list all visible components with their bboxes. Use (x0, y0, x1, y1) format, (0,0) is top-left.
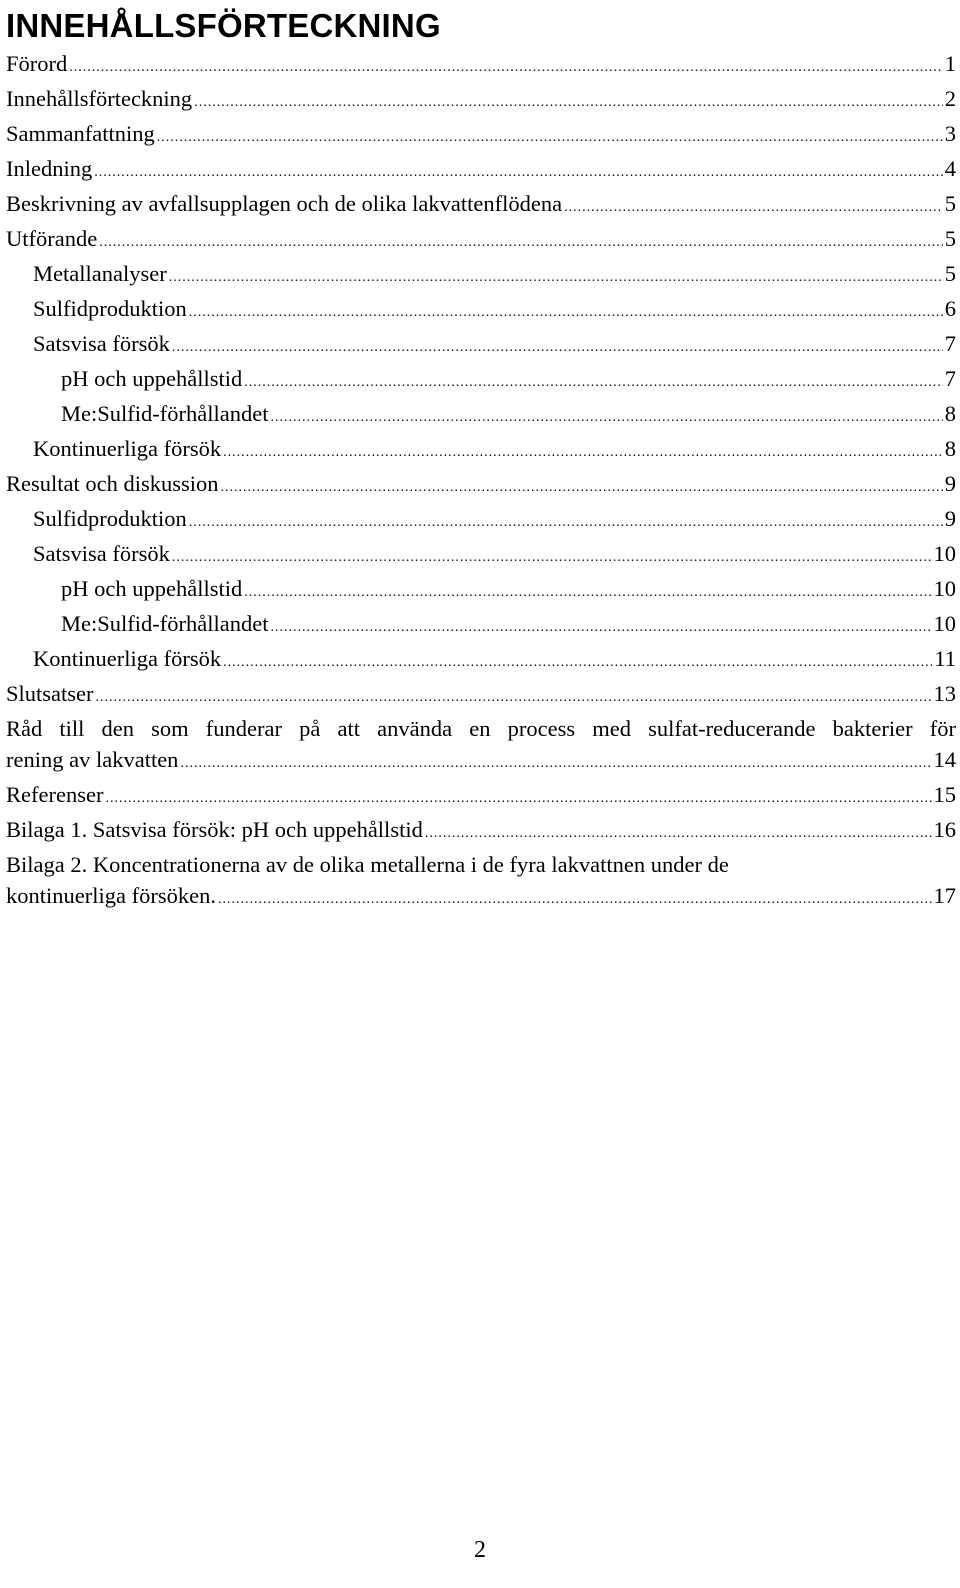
toc-dot-leader (105, 783, 931, 814)
toc-multiline-entries (6, 713, 956, 779)
toc-entry-title: pH och uppehållstid (61, 576, 243, 601)
toc-entry-title: Sulfidproduktion (33, 296, 187, 321)
toc-dot-leader (218, 884, 932, 915)
toc-entry-title: Satsvisa försök (33, 331, 170, 356)
toc-entry[interactable] (6, 398, 956, 433)
toc-list (6, 48, 956, 915)
toc-entry-page: 4 (944, 156, 956, 181)
toc-entry-title: Satsvisa försök (33, 541, 170, 566)
toc-dot-leader (69, 52, 943, 83)
toc-entry-page: 10 (933, 541, 956, 566)
toc-entry-title: Me:Sulfid-förhållandet (61, 401, 269, 426)
toc-entry[interactable] (6, 433, 956, 468)
toc-entry[interactable] (6, 678, 956, 713)
toc-entry-multiline[interactable] (6, 849, 956, 915)
toc-entry-page: 3 (944, 121, 956, 146)
toc-entry[interactable] (6, 83, 956, 118)
toc-entry[interactable] (6, 223, 956, 258)
toc-entry-page: 11 (934, 646, 956, 671)
toc-entry-title: Kontinuerliga försök (33, 436, 222, 461)
toc-multiline-entries-after (6, 849, 956, 915)
toc-entry-page: 9 (944, 471, 956, 496)
toc-dot-leader (180, 748, 931, 779)
toc-entry-title-line2: kontinuerliga försöken. (6, 883, 216, 908)
toc-entry-title: Me:Sulfid-förhållandet (61, 611, 269, 636)
toc-entry-last-line (6, 880, 956, 915)
toc-heading: INNEHÅLLSFÖRTECKNING (6, 7, 441, 44)
toc-entry-title: Kontinuerliga försök (33, 646, 222, 671)
toc-entry-page: 13 (933, 681, 956, 706)
toc-entry[interactable] (6, 573, 956, 608)
toc-dot-leader (96, 682, 932, 713)
toc-entry[interactable] (6, 328, 956, 363)
toc-entry-title: Slutsatser (6, 681, 94, 706)
toc-entry-page: 10 (933, 611, 956, 636)
page-number: 2 (474, 1537, 486, 1563)
toc-entry-page: 16 (933, 817, 956, 842)
toc-entry[interactable] (6, 503, 956, 538)
toc-entry-title-line1: Bilaga 2. Koncentrationerna av de olika metallerna i de fyra lakvattnen under de (6, 852, 729, 877)
toc-entry[interactable] (6, 188, 956, 223)
toc-dot-leader (270, 612, 931, 643)
toc-dot-leader (244, 577, 931, 608)
toc-entry-page: 14 (933, 747, 956, 772)
toc-after-entries (6, 779, 956, 849)
toc-entry-title: Sulfidproduktion (33, 506, 187, 531)
toc-dot-leader (244, 367, 943, 398)
toc-dot-leader (223, 437, 943, 468)
toc-entry-title: Resultat och diskussion (6, 471, 219, 496)
toc-dot-leader (169, 262, 943, 293)
toc-dot-leader (221, 472, 943, 503)
toc-entry-page: 8 (944, 436, 956, 461)
toc-entry[interactable] (6, 118, 956, 153)
toc-entry-page: 5 (944, 261, 956, 286)
toc-dot-leader (189, 297, 943, 328)
toc-dot-leader (194, 87, 943, 118)
toc-dot-leader (172, 542, 932, 573)
toc-dot-leader (172, 332, 943, 363)
toc-entry-page: 7 (944, 366, 956, 391)
toc-entry[interactable] (6, 48, 956, 83)
toc-entry-title: Referenser (6, 782, 104, 807)
toc-entry[interactable] (6, 814, 956, 849)
toc-entry-multiline[interactable] (6, 713, 956, 779)
toc-entry-title: pH och uppehållstid (61, 366, 243, 391)
toc-entry-page: 17 (933, 883, 956, 908)
toc-entry-page: 1 (944, 51, 956, 76)
toc-dot-leader (564, 192, 943, 223)
toc-dot-leader (425, 818, 932, 849)
toc-entry-title: Beskrivning av avfallsupplagen och de olika lakvattenflödena (6, 191, 563, 216)
toc-page (6, 0, 956, 915)
toc-entry-page: 5 (944, 226, 956, 251)
toc-entry-page: 15 (933, 782, 956, 807)
toc-dot-leader (270, 402, 942, 433)
toc-entry-title: Sammanfattning (6, 121, 155, 146)
toc-entry[interactable] (6, 258, 956, 293)
toc-main-entries (6, 48, 956, 713)
toc-entry[interactable] (6, 293, 956, 328)
toc-entry-page: 5 (944, 191, 956, 216)
toc-entry-title: Förord (6, 51, 68, 76)
toc-entry-page: 2 (944, 86, 956, 111)
toc-dot-leader (223, 647, 932, 678)
toc-entry[interactable] (6, 538, 956, 573)
toc-entry-page: 8 (944, 401, 956, 426)
toc-entry-title: Utförande (6, 226, 98, 251)
toc-entry[interactable] (6, 608, 956, 643)
toc-entry[interactable] (6, 468, 956, 503)
toc-dot-leader (94, 157, 943, 188)
toc-dot-leader (157, 122, 943, 153)
toc-entry-page: 7 (944, 331, 956, 356)
toc-entry-last-line (6, 744, 956, 779)
toc-entry-page: 6 (944, 296, 956, 321)
toc-entry[interactable] (6, 779, 956, 814)
toc-entry-title: Metallanalyser (33, 261, 167, 286)
toc-entry-title: Inledning (6, 156, 93, 181)
toc-entry-page: 9 (944, 506, 956, 531)
toc-dot-leader (99, 227, 943, 258)
toc-entry[interactable] (6, 363, 956, 398)
toc-dot-leader (189, 507, 943, 538)
toc-entry-title: Innehållsförteckning (6, 86, 193, 111)
toc-entry[interactable] (6, 643, 956, 678)
toc-entry-page: 10 (933, 576, 956, 601)
toc-entry[interactable] (6, 153, 956, 188)
toc-entry-title: Bilaga 1. Satsvisa försök: pH och uppehållstid (6, 817, 423, 842)
toc-entry-title-line1: Råd till den som funderar på att använda en process med sulfat-reducerande bakterier för (6, 716, 956, 741)
toc-entry-title-line2: rening av lakvatten (6, 747, 179, 772)
